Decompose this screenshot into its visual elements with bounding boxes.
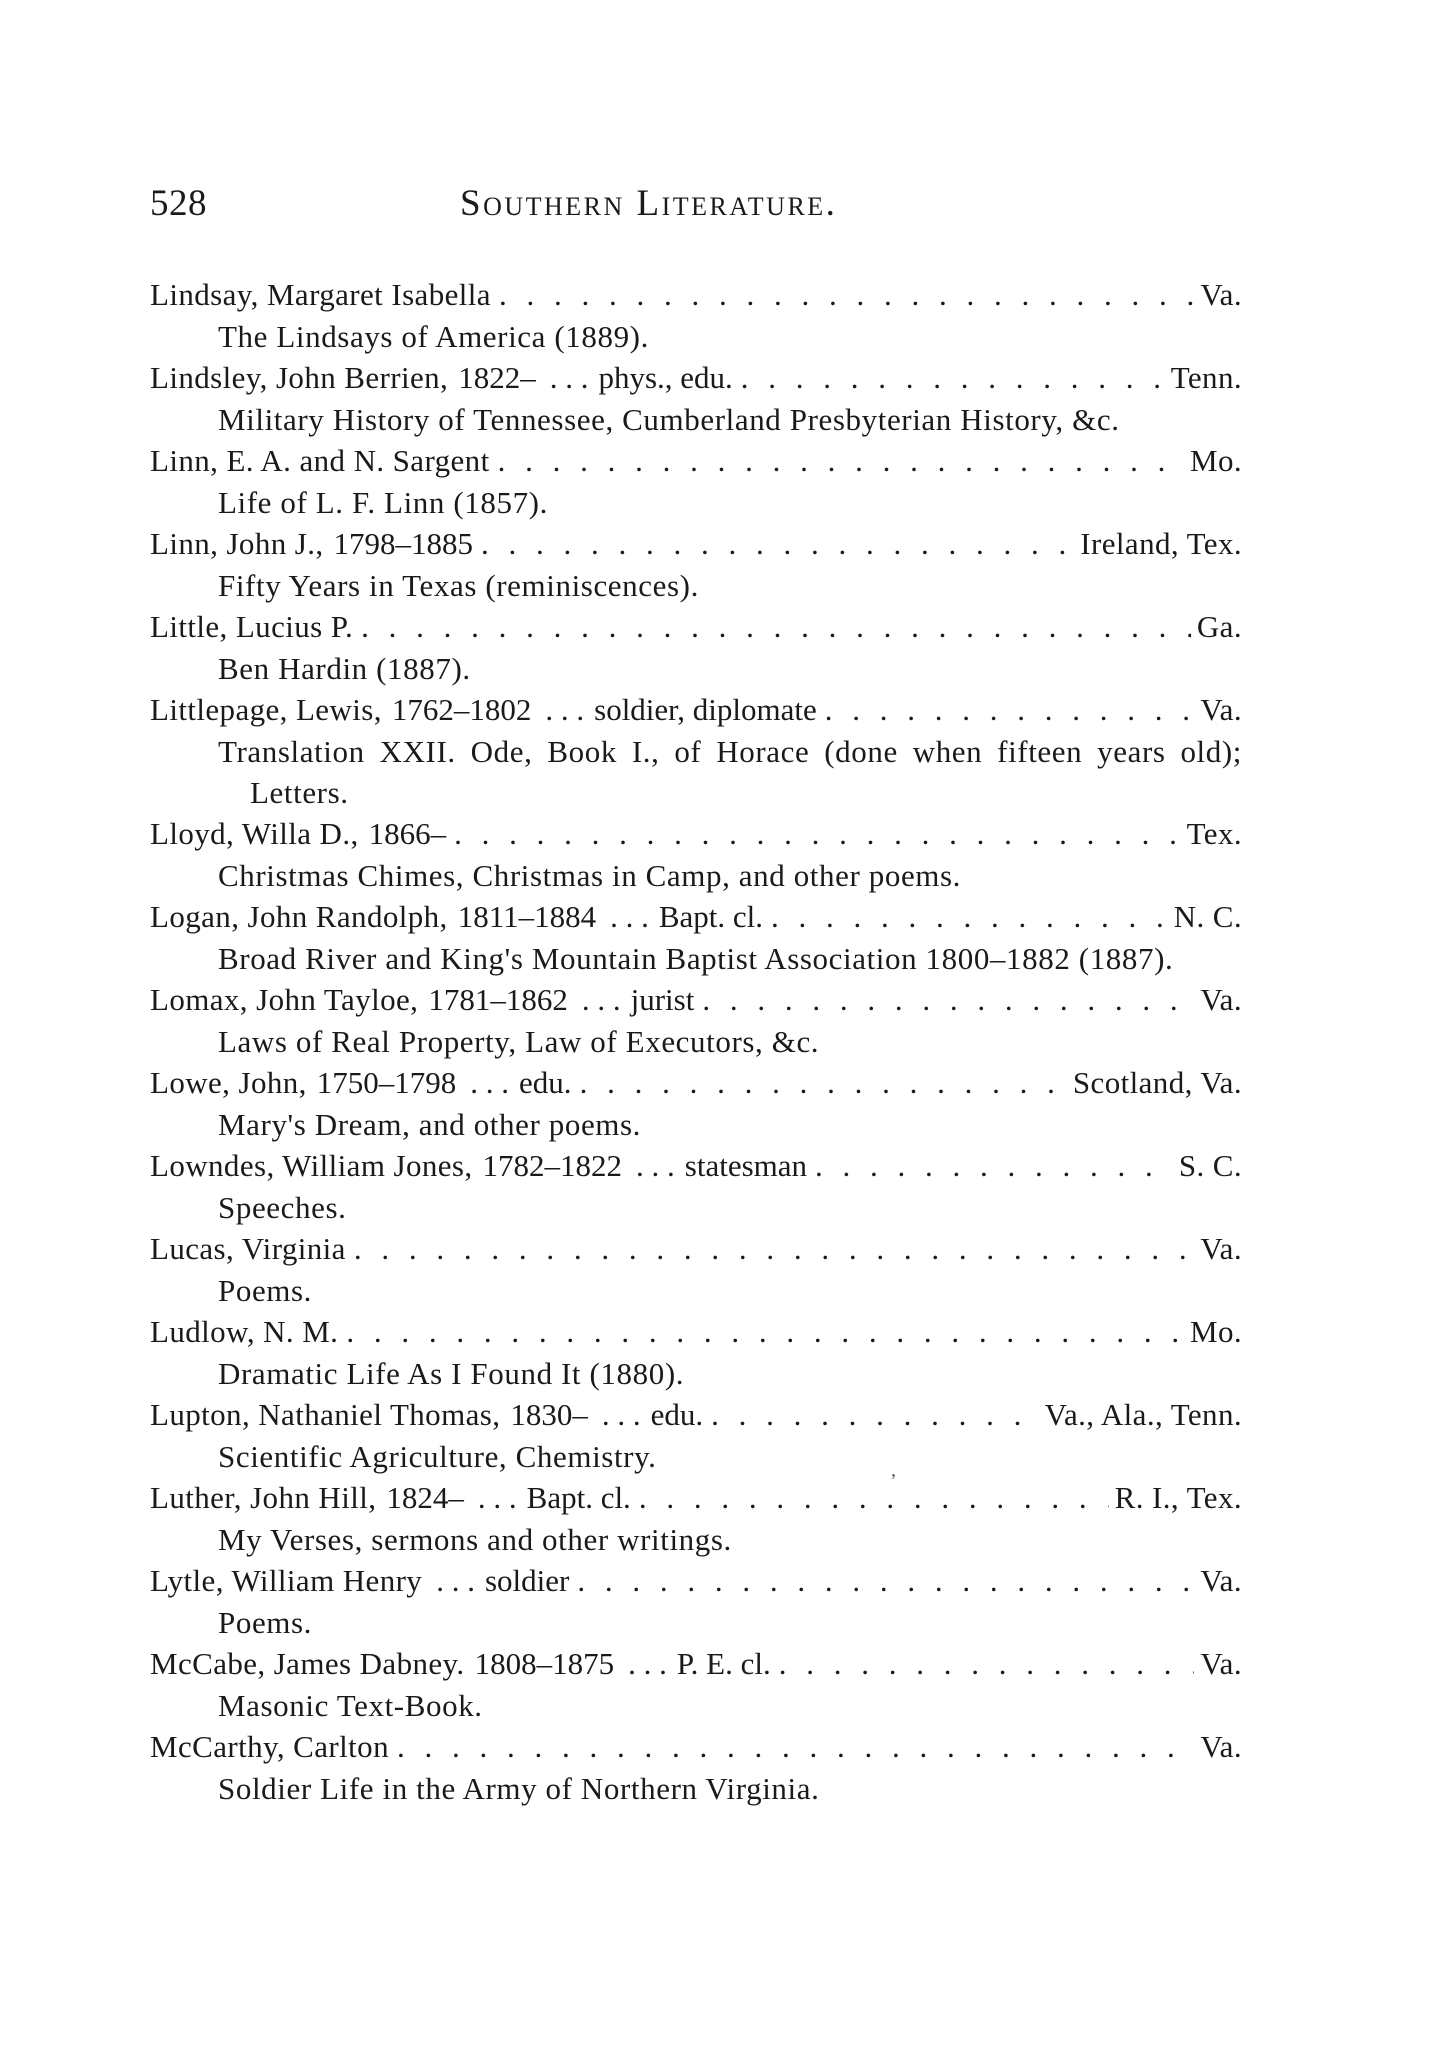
- entry-heading-line: [150, 1145, 1242, 1187]
- author-name: Lloyd, Willa D.,: [150, 816, 359, 851]
- author-name: Luther, John Hill,: [150, 1480, 377, 1515]
- author-state: Tex.: [1186, 816, 1242, 851]
- author-name: Linn, E. A. and N. Sargent: [150, 443, 490, 478]
- dot-leader: [702, 979, 1194, 1021]
- author-dates: 1798–1885: [333, 526, 474, 561]
- entry-heading-line: [150, 1560, 1242, 1602]
- author-state: S. C.: [1178, 1148, 1242, 1183]
- bibliography-entry: [150, 896, 1242, 979]
- dot-leader: [577, 1560, 1194, 1602]
- author-dates: 1830–: [510, 1397, 588, 1432]
- author-name: Logan, John Randolph,: [150, 899, 448, 934]
- author-state: Ga.: [1196, 609, 1242, 644]
- author-name: Lucas, Virginia: [150, 1231, 346, 1266]
- author-works: Military History of Tennessee, Cumberland Presbyterian History, &c.: [218, 402, 1120, 437]
- author-name: McCabe, James Dabney.: [150, 1646, 465, 1681]
- dot-leader: [361, 606, 1191, 648]
- author-state: Va.: [1200, 1231, 1242, 1266]
- bibliography-entry: [150, 1726, 1242, 1809]
- author-state: Va.: [1200, 1563, 1242, 1598]
- author-state: Ireland, Tex.: [1080, 526, 1242, 561]
- bibliography-entry: [150, 1560, 1242, 1643]
- author-works: Mary's Dream, and other poems.: [218, 1107, 642, 1142]
- dot-leader: [771, 896, 1168, 938]
- author-state: Va.: [1200, 982, 1242, 1017]
- author-works: Ben Hardin (1887).: [218, 651, 471, 686]
- author-state: Mo.: [1189, 443, 1242, 478]
- entry-heading-line: [150, 523, 1242, 565]
- author-state: Scotland, Va.: [1072, 1065, 1242, 1100]
- author-name: Ludlow, N. M.: [150, 1314, 339, 1349]
- print-speck: ,: [891, 1459, 896, 1481]
- author-works: Poems.: [218, 1273, 313, 1308]
- bibliography-entry: [150, 1643, 1242, 1726]
- author-name: Lytle, William Henry: [150, 1563, 423, 1598]
- author-vocation: . . . P. E. cl.: [622, 1643, 771, 1685]
- author-works: Dramatic Life As I Found It (1880).: [218, 1356, 685, 1391]
- page-title: Southern Literature.: [460, 183, 838, 224]
- author-works: Laws of Real Property, Law of Executors, &c.: [218, 1024, 820, 1059]
- bibliography-entry: [150, 1311, 1242, 1394]
- dot-leader: [580, 1062, 1067, 1104]
- author-works: Broad River and King's Mountain Baptist Association 1800–1882 (1887).: [218, 941, 1174, 976]
- author-works: Poems.: [218, 1605, 313, 1640]
- author-works: The Lindsays of America (1889).: [218, 319, 649, 354]
- author-vocation: . . . edu.: [596, 1394, 703, 1436]
- dot-leader: [499, 274, 1194, 316]
- author-name: Lomax, John Tayloe,: [150, 982, 419, 1017]
- author-name: Lindsay, Margaret Isabella: [150, 277, 491, 312]
- dot-leader: [346, 1311, 1184, 1353]
- dot-leader: [481, 523, 1074, 565]
- author-vocation: . . . phys., edu.: [544, 357, 733, 399]
- author-state: Va.: [1200, 277, 1242, 312]
- entry-heading-line: [150, 979, 1242, 1021]
- entry-heading-line: [150, 1394, 1242, 1436]
- author-works: My Verses, sermons and other writings.: [218, 1522, 732, 1557]
- author-dates: 1782–1822: [482, 1148, 623, 1183]
- bibliography-entry: [150, 523, 1242, 606]
- author-name: Lowndes, William Jones,: [150, 1148, 473, 1183]
- entry-heading-line: [150, 813, 1242, 855]
- author-name: McCarthy, Carlton: [150, 1729, 389, 1764]
- author-vocation: . . . Bapt. cl.: [472, 1477, 631, 1519]
- author-dates: 1762–1802: [391, 692, 532, 727]
- dot-leader: [779, 1643, 1195, 1685]
- bibliography-entry: [150, 1394, 1242, 1477]
- author-dates: 1822–: [458, 360, 536, 395]
- author-dates: 1781–1862: [428, 982, 568, 1017]
- author-state: Va., Ala., Tenn.: [1044, 1397, 1242, 1432]
- author-state: N. C.: [1173, 899, 1242, 934]
- author-works: Translation XXII. Ode, Book I., of Horace (done when fifteen years old); Letters.: [218, 734, 1242, 810]
- entry-heading-line: [150, 1062, 1242, 1104]
- author-works: Life of L. F. Linn (1857).: [218, 485, 548, 520]
- author-state: Va.: [1200, 692, 1242, 727]
- bibliography-entry: [150, 1145, 1242, 1228]
- dot-leader: [354, 1228, 1194, 1270]
- author-works: Scientific Agriculture, Chemistry.: [218, 1439, 657, 1474]
- entry-heading-line: [150, 1311, 1242, 1353]
- bibliography-entry: [150, 357, 1242, 440]
- author-state: Tenn.: [1170, 360, 1242, 395]
- author-state: Mo.: [1189, 1314, 1242, 1349]
- dot-leader: [825, 689, 1195, 731]
- author-works: Speeches.: [218, 1190, 347, 1225]
- author-name: Linn, John J.,: [150, 526, 324, 561]
- author-name: Lupton, Nathaniel Thomas,: [150, 1397, 501, 1432]
- author-state: Va.: [1200, 1646, 1242, 1681]
- author-works: Fifty Years in Texas (reminiscences).: [218, 568, 699, 603]
- entry-heading-line: [150, 1726, 1242, 1768]
- author-name: Little, Lucius P.: [150, 609, 354, 644]
- dot-leader: [639, 1477, 1109, 1519]
- page-number: 528: [150, 183, 207, 224]
- entry-heading-line: [150, 689, 1242, 731]
- author-state: R. I., Tex.: [1114, 1480, 1242, 1515]
- author-name: Lindsley, John Berrien,: [150, 360, 449, 395]
- bibliography-entry: [150, 813, 1242, 896]
- author-vocation: . . . soldier: [430, 1560, 569, 1602]
- author-dates: 1824–: [386, 1480, 464, 1515]
- running-head: [150, 178, 1242, 230]
- author-dates: 1750–1798: [316, 1065, 457, 1100]
- bibliography-entry: [150, 689, 1242, 813]
- author-dates: 1866–: [368, 816, 447, 851]
- entry-list: [150, 274, 1242, 1809]
- bibliography-entry: [150, 606, 1242, 689]
- author-state: Va.: [1200, 1729, 1242, 1764]
- bibliography-entry: [150, 1062, 1242, 1145]
- entry-heading-line: [150, 274, 1242, 316]
- author-vocation: . . . jurist: [576, 979, 694, 1021]
- author-works: Masonic Text-Book.: [218, 1688, 483, 1723]
- bibliography-entry: [150, 1477, 1242, 1560]
- bibliography-entry: [150, 440, 1242, 523]
- entry-heading-line: [150, 896, 1242, 938]
- author-vocation: . . . edu.: [464, 1062, 571, 1104]
- author-vocation: . . . statesman: [630, 1145, 807, 1187]
- dot-leader: [741, 357, 1165, 399]
- entry-heading-line: [150, 1477, 1242, 1519]
- author-vocation: . . . Bapt. cl.: [604, 896, 763, 938]
- dot-leader: [397, 1726, 1194, 1768]
- author-name: Littlepage, Lewis,: [150, 692, 382, 727]
- entry-heading-line: [150, 357, 1242, 399]
- author-name: Lowe, John,: [150, 1065, 307, 1100]
- author-dates: 1808–1875: [474, 1646, 615, 1681]
- author-works: Christmas Chimes, Christmas in Camp, and other poems.: [218, 858, 962, 893]
- author-works: Soldier Life in the Army of Northern Virginia.: [218, 1771, 820, 1806]
- dot-leader: [498, 440, 1184, 482]
- author-dates: 1811–1884: [457, 899, 597, 934]
- dot-leader: [711, 1394, 1038, 1436]
- entry-heading-line: [150, 1228, 1242, 1270]
- bibliography-entry: [150, 1228, 1242, 1311]
- dot-leader: [454, 813, 1180, 855]
- dot-leader: [815, 1145, 1173, 1187]
- entry-heading-line: [150, 440, 1242, 482]
- entry-heading-line: [150, 606, 1242, 648]
- author-vocation: . . . soldier, diplomate: [539, 689, 816, 731]
- bibliography-entry: [150, 274, 1242, 357]
- bibliography-entry: [150, 979, 1242, 1062]
- entry-heading-line: [150, 1643, 1242, 1685]
